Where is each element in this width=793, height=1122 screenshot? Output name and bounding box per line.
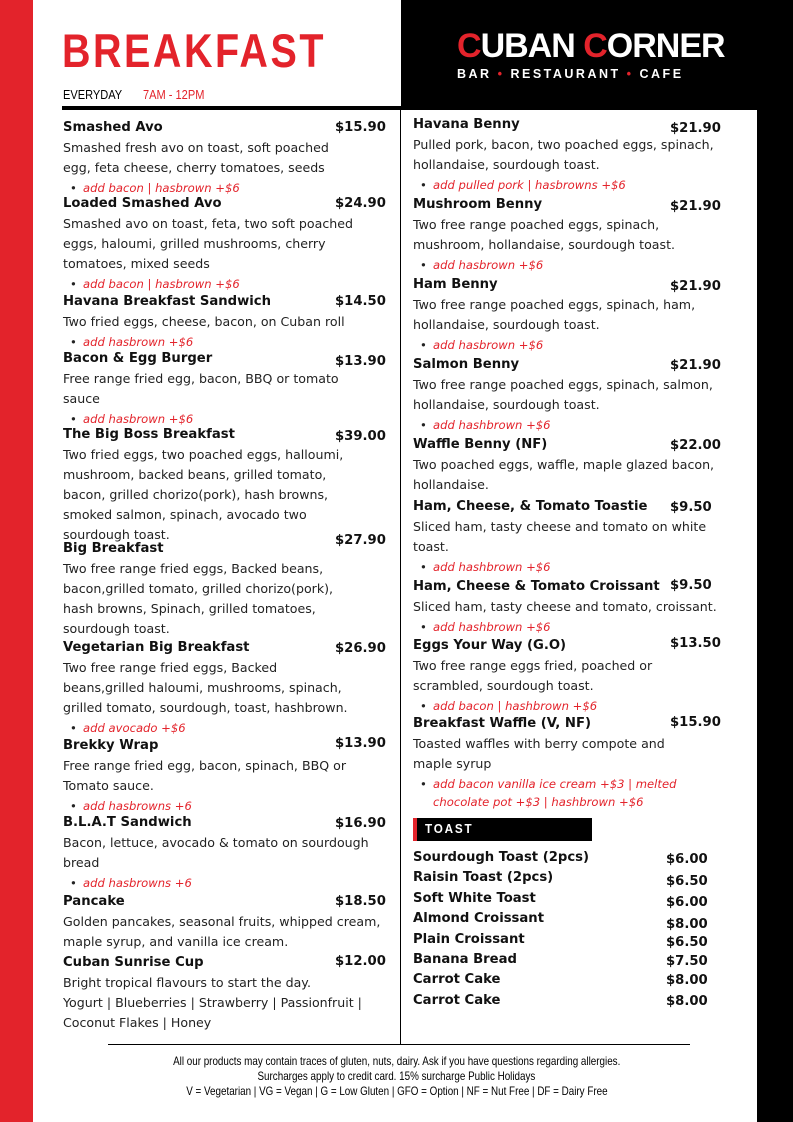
menu-item-name: Eggs Your Way (G.O) <box>413 638 567 653</box>
menu-item-addon: • add hasbrown +$6 <box>413 256 543 274</box>
toast-item-price: $8.00 <box>666 994 708 1009</box>
menu-item-description: eggs, haloumi, grilled mushrooms, cherry <box>63 236 326 251</box>
menu-item-description: Two free range poached eggs, spinach, ham, <box>413 297 696 312</box>
menu-item-name: Pancake <box>63 894 125 909</box>
menu-item-price: $16.90 <box>335 816 386 831</box>
menu-item-description: Toasted waffles with berry compote and <box>413 736 665 751</box>
left-red-strip <box>0 0 33 1122</box>
menu-item-description: mushroom, backed beans, grilled tomato, <box>63 467 327 482</box>
menu-item-name: Vegetarian Big Breakfast <box>63 640 250 655</box>
menu-item-description: grilled tomato, sourdough, toast, hashbrown. <box>63 700 348 715</box>
menu-item-price: $21.90 <box>670 199 721 214</box>
menu-item-addon: • add hasbrown +$6 <box>413 336 543 354</box>
menu-item-addon: • add bacon vanilla ice cream +$3 | melted <box>413 775 676 793</box>
page-title: BREAKFAST <box>62 24 326 77</box>
menu-item-addon: • add hashbrown +$6 <box>413 618 551 636</box>
menu-item-price: $21.90 <box>670 279 721 294</box>
menu-item-description: sourdough toast. <box>63 621 170 636</box>
menu-item-description: Smashed avo on toast, feta, two soft poached <box>63 216 353 231</box>
menu-item-addon: • add hasbrowns +6 <box>63 874 192 892</box>
menu-item-description: Bacon, lettuce, avocado & tomato on sourdough <box>63 835 369 850</box>
menu-item-description: Two free range eggs fried, poached or <box>413 658 653 673</box>
menu-item-price: $26.90 <box>335 641 386 656</box>
menu-item-description: hollandaise, sourdough toast. <box>413 157 600 172</box>
menu-item-name: The Big Boss Breakfast <box>63 427 235 442</box>
toast-item-name: Almond Croissant <box>413 911 544 926</box>
menu-item-description: Free range fried egg, bacon, BBQ or tomato <box>63 371 339 386</box>
menu-item-description: Two fried eggs, two poached eggs, halloumi, <box>63 447 344 462</box>
menu-item-price: $39.00 <box>335 429 386 444</box>
toast-item-price: $6.00 <box>666 852 708 867</box>
menu-item-description: Coconut Flakes | Honey <box>63 1015 212 1030</box>
logo-panel <box>401 0 793 110</box>
menu-item-description: beans,grilled haloumi, mushrooms, spinach, <box>63 680 342 695</box>
menu-item-name: Brekky Wrap <box>63 738 159 753</box>
menu-item-description: Golden pancakes, seasonal fruits, whipped cream, <box>63 914 381 929</box>
menu-item-price: $18.50 <box>335 894 386 909</box>
menu-item-description: Sliced ham, tasty cheese and tomato on white <box>413 519 707 534</box>
toast-item-name: Plain Croissant <box>413 932 525 947</box>
surcharge-notice: Surcharges apply to credit card. 15% surcharge Public Holidays <box>257 1069 536 1083</box>
menu-item-name: Mushroom Benny <box>413 197 543 212</box>
menu-item-addon: • add hasbrown +$6 <box>63 410 193 428</box>
opening-hours: 7AM - 12PM <box>143 87 205 102</box>
menu-item-name: B.L.A.T Sandwich <box>63 815 192 830</box>
menu-item-addon: • add hasbrown +$6 <box>63 333 193 351</box>
menu-item-addon: • add bacon | hasbrown +$6 <box>63 275 240 293</box>
allergy-notice: All our products may contain traces of gluten, nuts, dairy. Ask if you have questions regarding allergies. <box>172 1054 621 1068</box>
menu-item-description: Smashed fresh avo on toast, soft poached <box>63 140 329 155</box>
menu-item-description: Bright tropical flavours to start the day. <box>63 975 311 990</box>
menu-item-addon: • add bacon | hasbrown +$6 <box>63 179 240 197</box>
toast-item-name: Banana Bread <box>413 952 517 967</box>
menu-item-description: tomatoes, mixed seeds <box>63 256 210 271</box>
menu-item-price: $27.90 <box>335 533 386 548</box>
menu-item-addon: • add avocado +$6 <box>63 719 186 737</box>
menu-item-description: sauce <box>63 391 100 406</box>
menu-item-name: Big Breakfast <box>63 541 164 556</box>
menu-item-description: bacon,grilled tomato, grilled chorizo(pork), <box>63 581 334 596</box>
menu-item-name: Salmon Benny <box>413 357 520 372</box>
menu-item-description: hollandaise, sourdough toast. <box>413 317 600 332</box>
menu-item-description: hollandaise, sourdough toast. <box>413 397 600 412</box>
menu-item-price: $21.90 <box>670 121 721 136</box>
toast-item-price: $6.00 <box>666 895 708 910</box>
availability-label: EVERYDAY <box>63 87 123 102</box>
menu-item-addon: chocolate pot +$3 | hashbrown +$6 <box>433 795 644 809</box>
toast-item-price: $8.00 <box>666 973 708 988</box>
menu-item-description: Two free range poached eggs, spinach, salmon, <box>413 377 713 392</box>
menu-item-name: Loaded Smashed Avo <box>63 196 222 211</box>
menu-item-price: $22.00 <box>670 438 721 453</box>
toast-section-header <box>413 818 592 841</box>
menu-item-description: egg, feta cheese, cherry tomatoes, seeds <box>63 160 325 175</box>
menu-item-description: maple syrup <box>413 756 492 771</box>
menu-item-description: Sliced ham, tasty cheese and tomato, croissant. <box>413 599 717 614</box>
menu-item-price: $15.90 <box>335 120 386 135</box>
menu-item-description: Two free range fried eggs, Backed beans, <box>63 561 324 576</box>
toast-item-name: Carrot Cake <box>413 972 501 987</box>
menu-item-addon: • add pulled pork | hasbrowns +$6 <box>413 176 626 194</box>
toast-item-price: $7.50 <box>666 954 708 969</box>
toast-item-price: $6.50 <box>666 874 708 889</box>
menu-item-name: Waffle Benny (NF) <box>413 437 548 452</box>
menu-item-description: hash browns, Spinach, grilled tomatoes, <box>63 601 316 616</box>
menu-item-name: Ham Benny <box>413 277 498 292</box>
menu-item-description: bacon, grilled chorizo(pork), hash browns, <box>63 487 329 502</box>
menu-item-description: toast. <box>413 539 449 554</box>
menu-item-description: Tomato sauce. <box>63 778 154 793</box>
menu-item-price: $13.50 <box>670 636 721 651</box>
menu-item-addon: • add hashbrown +$6 <box>413 558 551 576</box>
brand-tagline: BAR • RESTAURANT • CAFE <box>457 67 684 81</box>
toast-heading: TOAST <box>425 821 474 836</box>
dietary-legend: V = Vegetarian | VG = Vegan | G = Low Gluten | GFO = Option | NF = Nut Free | DF = Dairy Free <box>185 1084 608 1098</box>
menu-item-addon: • add hasbrowns +6 <box>63 797 192 815</box>
footer-rule <box>108 1044 690 1045</box>
toast-item-name: Sourdough Toast (2pcs) <box>413 850 590 865</box>
menu-item-name: Cuban Sunrise Cup <box>63 955 204 970</box>
title-rule <box>62 106 401 110</box>
menu-item-name: Breakfast Waffle (V, NF) <box>413 716 591 731</box>
menu-item-description: mushroom, hollandaise, sourdough toast. <box>413 237 676 252</box>
toast-item-price: $6.50 <box>666 935 708 950</box>
menu-item-price: $9.50 <box>670 578 712 593</box>
menu-item-name: Ham, Cheese, & Tomato Toastie <box>413 499 648 514</box>
menu-item-price: $24.90 <box>335 196 386 211</box>
menu-item-description: bread <box>63 855 100 870</box>
menu-item-price: $13.90 <box>335 354 386 369</box>
menu-item-addon: • add hashbrown +$6 <box>413 416 551 434</box>
menu-item-price: $15.90 <box>670 715 721 730</box>
menu-item-addon: • add bacon | hashbrown +$6 <box>413 697 597 715</box>
menu-item-price: $13.90 <box>335 736 386 751</box>
menu-item-description: Two poached eggs, waffle, maple glazed bacon, <box>413 457 715 472</box>
menu-item-price: $12.00 <box>335 954 386 969</box>
menu-item-description: maple syrup, and vanilla ice cream. <box>63 934 289 949</box>
toast-item-name: Raisin Toast (2pcs) <box>413 870 554 885</box>
column-divider <box>400 110 401 1045</box>
toast-item-name: Carrot Cake <box>413 993 501 1008</box>
toast-item-name: Soft White Toast <box>413 891 536 906</box>
menu-item-name: Bacon & Egg Burger <box>63 351 213 366</box>
menu-item-description: Pulled pork, bacon, two poached eggs, spinach, <box>413 137 714 152</box>
toast-item-price: $8.00 <box>666 917 708 932</box>
right-black-strip <box>757 110 793 1122</box>
menu-item-name: Smashed Avo <box>63 120 163 135</box>
menu-item-description: Two fried eggs, cheese, bacon, on Cuban roll <box>63 314 345 329</box>
menu-item-name: Havana Breakfast Sandwich <box>63 294 271 309</box>
menu-item-description: smoked salmon, spinach, avocado two <box>63 507 307 522</box>
menu-item-price: $14.50 <box>335 294 386 309</box>
menu-item-description: Free range fried egg, bacon, spinach, BBQ or <box>63 758 347 773</box>
menu-item-description: sourdough toast. <box>63 527 170 542</box>
menu-item-description: Yogurt | Blueberries | Strawberry | Passionfruit | <box>63 995 362 1010</box>
menu-item-description: scrambled, sourdough toast. <box>413 678 594 693</box>
menu-item-description: Two free range poached eggs, spinach, <box>413 217 660 232</box>
menu-item-price: $9.50 <box>670 500 712 515</box>
menu-item-description: hollandaise. <box>413 477 489 492</box>
menu-item-price: $21.90 <box>670 358 721 373</box>
brand-logo: CUBAN CORNER <box>457 27 725 65</box>
menu-item-name: Ham, Cheese & Tomato Croissant <box>413 579 660 594</box>
menu-item-name: Havana Benny <box>413 117 520 132</box>
menu-item-description: Two free range fried eggs, Backed <box>63 660 278 675</box>
